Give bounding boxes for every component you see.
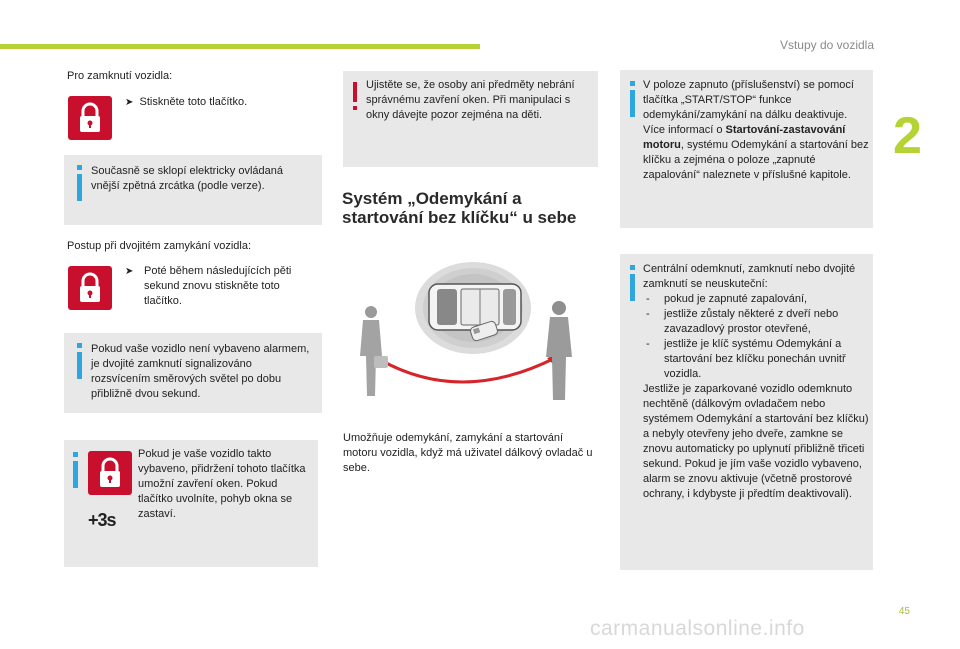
alarm-info-text: Pokud vaše vozidlo není vybaveno alarmem, je dvojité zamknutí signalizováno rozsvícením směrových světel po dobu přibližně dvou sekund. <box>91 343 310 400</box>
alarm-info-box <box>64 333 322 413</box>
info-icon <box>630 81 635 121</box>
section-title: Systém „Odemykání a startování bez klíčku“ u sebe <box>342 189 577 227</box>
lock-icon <box>68 266 112 310</box>
warning-text: Ujistěte se, že osoby ani předměty nebrání správnému zavření oken. Při manipulaci s okny dávejte pozor zejména na děti. <box>366 79 575 121</box>
list-item: - jestliže je klíč systému Odemykání a startování bez klíčku ponechán uvnitř vozidla. <box>643 337 869 382</box>
keyless-illustration <box>343 258 575 408</box>
info-icon <box>77 165 82 205</box>
double-lock-heading: Postup při dvojitém zamykání vozidla: <box>67 240 252 252</box>
warning-box <box>343 71 598 167</box>
header-accent-bar <box>0 44 480 49</box>
lock-heading: Pro zamknutí vozidla: <box>67 70 173 82</box>
lock-step: ➤ Stiskněte toto tlačítko. <box>125 96 248 108</box>
illustration-caption: Umožňuje odemykání, zamykání a startování motoru vozidla, když má uživatel dálkový ovladač u sebe. <box>343 432 593 474</box>
mirror-info-text: Současně se sklopí elektricky ovládaná vnější zpětná zrcátka (podle verze). <box>91 165 283 192</box>
info-icon <box>77 343 82 383</box>
hold-info-box <box>64 440 318 567</box>
watermark: carmanualsonline.info <box>590 617 805 640</box>
lock-icon <box>88 451 132 495</box>
list-item: - pokud je zapnuté zapalování, <box>643 292 869 307</box>
central-lock-info-text: Centrální odemknutí, zamknutí nebo dvojité zamknutí se neuskuteční: - pokud je zapnuté zapalování, - jestliže zůstaly některé z dveří nebo zavazadlový prostor otevřené, - jestliže je klíč systému Odemykání a startování bez klíčku ponechán uvnitř vozidla. Jestliže je zaparkované vozidlo odemknuto nechtěně (dálkovým ovladačem nebo systémem Odemykání a startování bez klíčku) a nebyly otevřeny jeho dveře, zamkne se znovu automaticky po uplynutí přibližně třiceti sekund. Pokud je jím vaše vozidlo vybaveno, alarm se znovu aktivuje (včetně prostorové ochrany, i kdybyste ji předtím deaktivovali). <box>643 262 869 502</box>
info-icon <box>630 265 635 305</box>
lock-icon <box>68 96 112 140</box>
list-item: - jestliže zůstaly některé z dveří nebo zavazadlový prostor otevřené, <box>643 307 869 337</box>
info-icon <box>73 452 78 492</box>
start-stop-info-box <box>620 70 873 228</box>
central-lock-info-box <box>620 254 873 570</box>
chapter-title: Vstupy do vozidla <box>779 38 874 52</box>
double-lock-step: ➤ Poté během následujících pěti sekund znovu stiskněte toto tlačítko. <box>125 265 292 307</box>
hold-3s-icon: +3s <box>88 509 116 530</box>
warning-icon <box>353 82 357 112</box>
arrow-bullet-icon: ➤ <box>125 97 134 108</box>
chapter-number: 2 <box>893 107 922 165</box>
arrow-bullet-icon: ➤ <box>125 266 134 277</box>
hold-info-text: Pokud je vaše vozidlo takto vybaveno, přidržení tohoto tlačítka umožní zavření oken. Pokud tlačítko uvolníte, pohyb okna se zastaví. <box>138 448 306 520</box>
page-number: 45 <box>898 606 910 617</box>
mirror-info-box <box>64 155 322 225</box>
start-stop-info-text: V poloze zapnuto (příslušenství) se pomocí tlačítka „START/STOP“ funkce odemykání/zamykání na dálku deaktivuje. Více informací o Startování-zastavování motoru, systému Odemykání a startování bez klíčku a zejména o poloze „zapnuté zapalování“ naleznete v příslušné kapitole. <box>643 79 869 181</box>
